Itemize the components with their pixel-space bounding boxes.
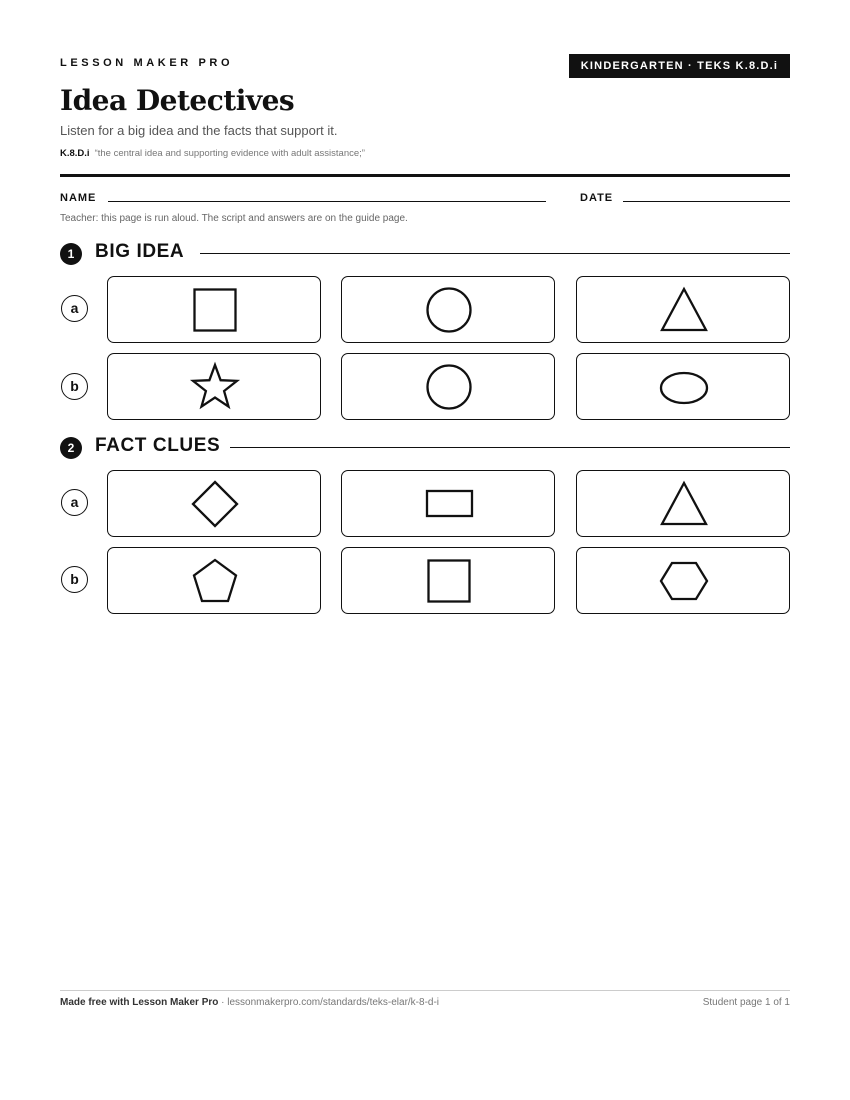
choice-box[interactable] [341,353,555,420]
footer-made-with: Made free with Lesson Maker Pro [60,997,219,1008]
choice-box[interactable] [107,547,321,614]
section-number: 1 [60,243,82,265]
pentagon-icon [108,548,322,615]
page-title: Idea Detectives [60,84,295,117]
standard-line [60,148,365,159]
choice-box[interactable] [107,353,321,420]
choice-box[interactable] [576,276,790,343]
section-title: FACT CLUES [95,435,221,456]
row-label-a: a [61,489,88,516]
choice-box[interactable] [576,547,790,614]
page-subtitle: Listen for a big idea and the facts that support it. [60,123,338,138]
standard-text: “the central idea and supporting evidence with adult assistance;” [94,148,365,159]
triangle-icon [577,277,791,344]
section-divider [230,447,790,448]
name-field[interactable] [108,201,546,202]
brand-name: LESSON MAKER PRO [60,57,234,69]
row-label-b: b [61,566,88,593]
date-label: DATE [580,192,614,204]
section-fact-clues [60,435,790,459]
standard-code: K.8.D.i [60,148,90,159]
choice-box[interactable] [576,353,790,420]
date-field[interactable] [623,201,790,202]
square-icon [342,548,556,615]
footer-page-number: Student page 1 of 1 [702,997,790,1008]
rectangle-icon [342,471,556,538]
circle-icon [342,354,556,421]
choice-box[interactable] [107,470,321,537]
section-divider [200,253,790,254]
header-divider [60,174,790,177]
section-big-idea [60,241,790,265]
choice-box[interactable] [341,276,555,343]
choice-box[interactable] [107,276,321,343]
choice-box[interactable] [341,547,555,614]
circle-icon [342,277,556,344]
row-label-b: b [61,373,88,400]
choice-box[interactable] [576,470,790,537]
footer-divider [60,990,790,991]
star-icon [108,354,322,421]
square-icon [108,277,322,344]
diamond-icon [108,471,322,538]
teacher-note: Teacher: this page is run aloud. The script and answers are on the guide page. [60,213,408,224]
triangle-icon [577,471,791,538]
oval-icon [577,354,791,421]
row-label-a: a [61,295,88,322]
section-number: 2 [60,437,82,459]
hexagon-icon [577,548,791,615]
footer-credit [60,997,439,1008]
name-label: NAME [60,192,97,204]
grade-badge: KINDERGARTEN · TEKS K.8.D.i [569,54,790,78]
footer-url[interactable]: · lessonmakerpro.com/standards/teks-elar/k-8-d-i [218,997,440,1008]
section-title: BIG IDEA [95,241,185,262]
choice-box[interactable] [341,470,555,537]
